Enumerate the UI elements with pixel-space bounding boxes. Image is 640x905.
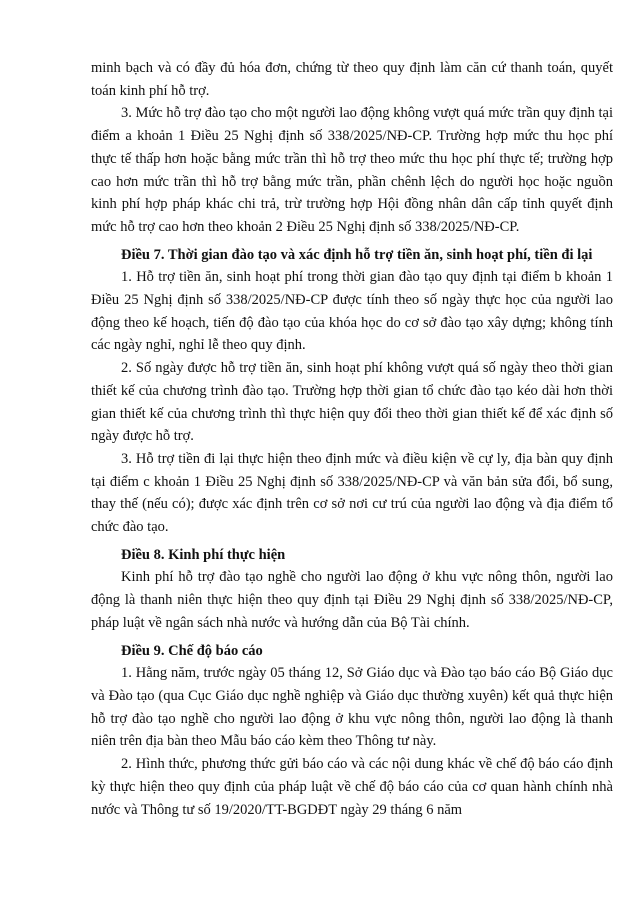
article-7-clause-1: 1. Hỗ trợ tiền ăn, sinh hoạt phí trong thời gian đào tạo quy định tại điểm b khoản 1 Điều 25 Nghị định số 338/2025/NĐ-CP được tính theo số ngày thực học của người lao động theo kế hoạch, tiến độ đào tạo của khóa học do cơ sở đào tạo xây dựng; không tính các ngày nghỉ, nghỉ lễ theo quy định. <box>91 269 613 354</box>
article-8-body: Kinh phí hỗ trợ đào tạo nghề cho người lao động ở khu vực nông thôn, người lao động là thanh niên thực hiện theo quy định tại Điều 29 Nghị định số 338/2025/NĐ-CP, pháp luật về ngân sách nhà nước và hướng dẫn của Bộ Tài chính. <box>91 569 613 631</box>
paragraph-continuation: minh bạch và có đầy đủ hóa đơn, chứng từ theo quy định làm căn cứ thanh toán, quyết toán kinh phí hỗ trợ. <box>91 60 613 99</box>
article-7-clause-3: 3. Hỗ trợ tiền đi lại thực hiện theo định mức và điều kiện về cự ly, địa bàn quy định tại điểm c khoản 1 Điều 25 Nghị định số 338/2025/NĐ-CP và văn bản sửa đổi, bổ sung, thay thế (nếu có); được xác định trên cơ sở nơi cư trú của người lao động và địa điểm tổ chức đào tạo. <box>91 450 613 536</box>
article-7-clause-2: 2. Số ngày được hỗ trợ tiền ăn, sinh hoạt phí không vượt quá số ngày theo thời gian thiết kế của chương trình đào tạo. Trường hợp thời gian tổ chức đào tạo kéo dài hơn thời gian thiết kế của chương trình thì thực hiện quy đổi theo thời gian thiết kế để xác định số ngày được hỗ trợ. <box>91 360 613 445</box>
paragraph-clause-3: 3. Mức hỗ trợ đào tạo cho một người lao động không vượt quá mức trần quy định tại điểm a khoản 1 Điều 25 Nghị định số 338/2025/NĐ-CP. Trường hợp mức thu học phí thực tế thấp hơn hoặc bằng mức trần thì hỗ trợ theo mức thu học phí thực tế; trường hợp cao hơn mức trần thì hỗ trợ bằng mức trần, phần chênh lệch do người học hoặc nguồn kinh phí hợp pháp khác chi trả, trừ trường hợp Hội đồng nhân dân cấp tỉnh quyết định mức hỗ trợ cao hơn theo khoản 2 Điều 25 Nghị định số 338/2025/NĐ-CP. <box>91 105 613 235</box>
article-7-heading: Điều 7. Thời gian đào tạo và xác định hỗ trợ tiền ăn, sinh hoạt phí, tiền đi lại <box>121 246 593 263</box>
article-8-heading: Điều 8. Kinh phí thực hiện <box>121 546 286 563</box>
document-page <box>91 57 613 821</box>
article-9-clause-1: 1. Hằng năm, trước ngày 05 tháng 12, Sở Giáo dục và Đào tạo báo cáo Bộ Giáo dục và Đào tạo (qua Cục Giáo dục nghề nghiệp và Giáo dục thường xuyên) kết quả thực hiện hỗ trợ đào tạo nghề cho người lao động ở khu vực nông thôn, người lao động là thanh niên trên địa bàn theo Mẫu báo cáo kèm theo Thông tư này. <box>91 665 613 750</box>
article-9-clause-2: 2. Hình thức, phương thức gửi báo cáo và các nội dung khác về chế độ báo cáo định kỳ thực hiện theo quy định của pháp luật về chế độ báo cáo của cơ quan hành chính nhà nước và Thông tư số 19/2020/TT-BGDĐT ngày 29 tháng 6 năm <box>91 756 613 818</box>
article-9-heading: Điều 9. Chế độ báo cáo <box>121 642 263 659</box>
